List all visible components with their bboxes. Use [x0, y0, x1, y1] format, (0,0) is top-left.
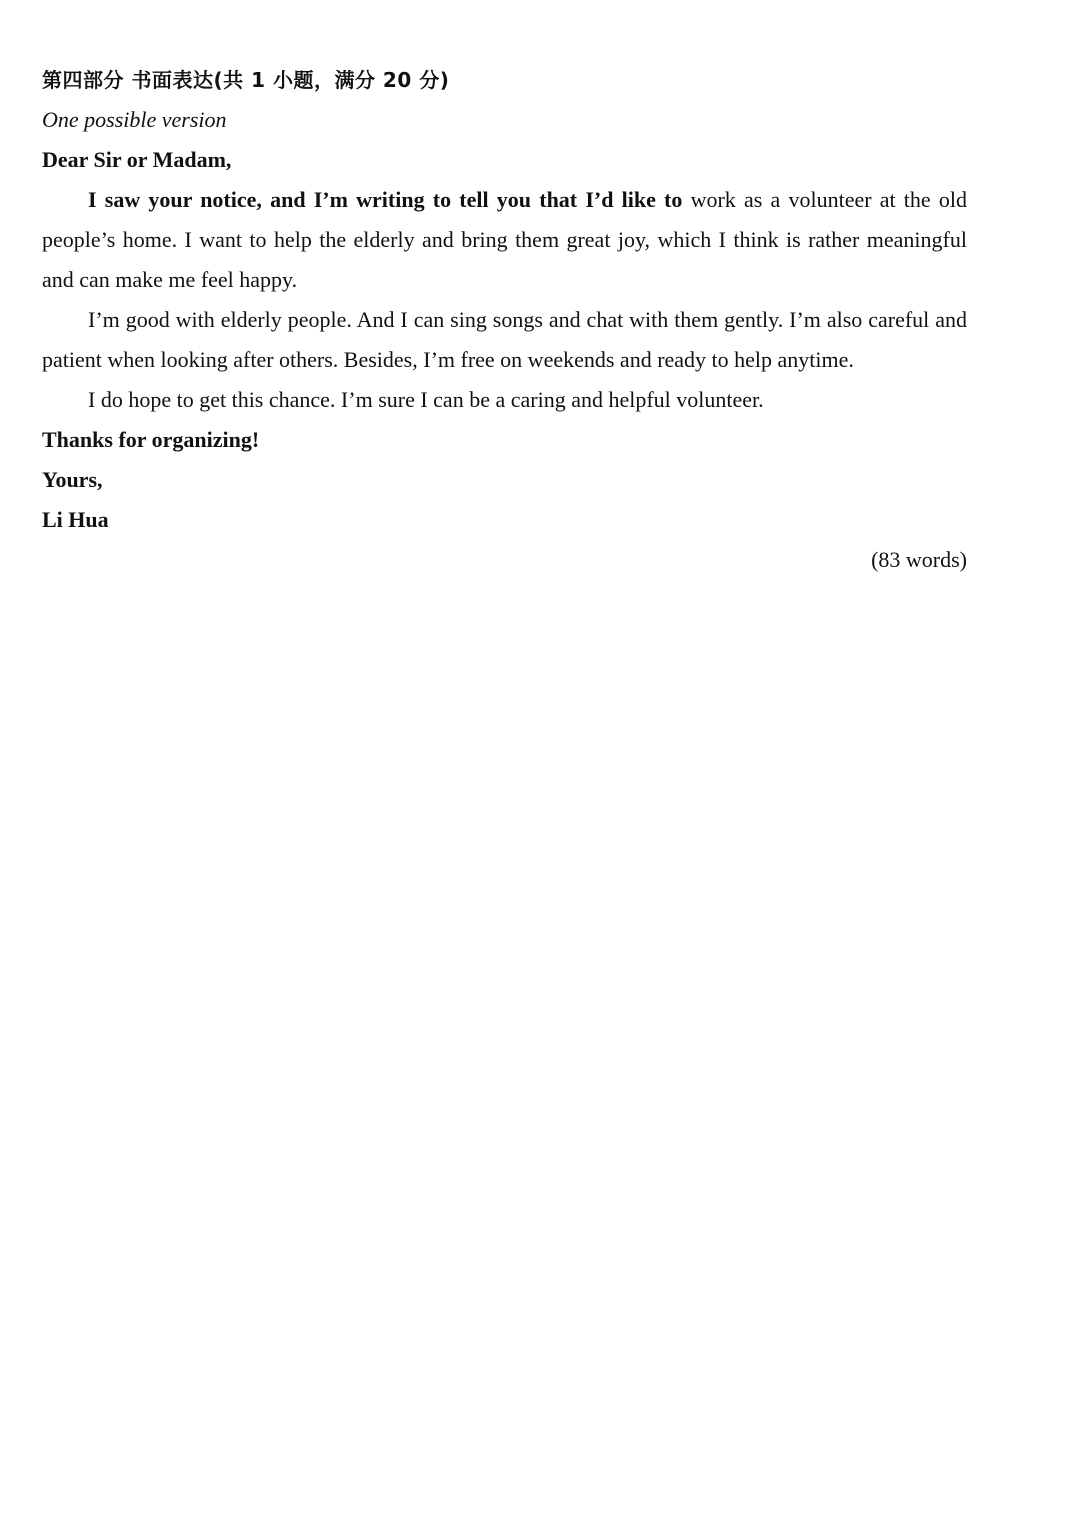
letter-salutation: Dear Sir or Madam,: [42, 147, 232, 172]
version-label: One possible version: [42, 107, 227, 132]
paragraph-2-text: I’m good with elderly people. And I can sing songs and chat with them gently. I’m also careful and patient when looking after others. Besides, I’m free on weekends and ready to help anytime.: [42, 307, 967, 372]
answer-sheet: [42, 60, 967, 580]
paragraph-1-text: work as a volunteer at the old people’s home. I want to help the elderly and bring them great joy, which I think is rather meaningful and can make me feel happy.: [42, 187, 967, 292]
letter-signature: Li Hua: [42, 507, 109, 532]
letter-paragraph-2: [42, 300, 967, 380]
word-count: (83 words): [871, 547, 967, 572]
letter-signoff: Yours,: [42, 467, 103, 492]
letter-paragraph-1: [42, 180, 967, 300]
paragraph-3-text: I do hope to get this chance. I’m sure I can be a caring and helpful volunteer.: [88, 387, 764, 412]
paragraph-1-bold-lead: I saw your notice, and I’m writing to tell you that I’d like to: [88, 187, 683, 212]
letter-closing: Thanks for organizing!: [42, 427, 260, 452]
letter-paragraph-3: [42, 380, 967, 420]
section-heading: 第四部分 书面表达(共 1 小题，满分 20 分): [42, 68, 450, 92]
